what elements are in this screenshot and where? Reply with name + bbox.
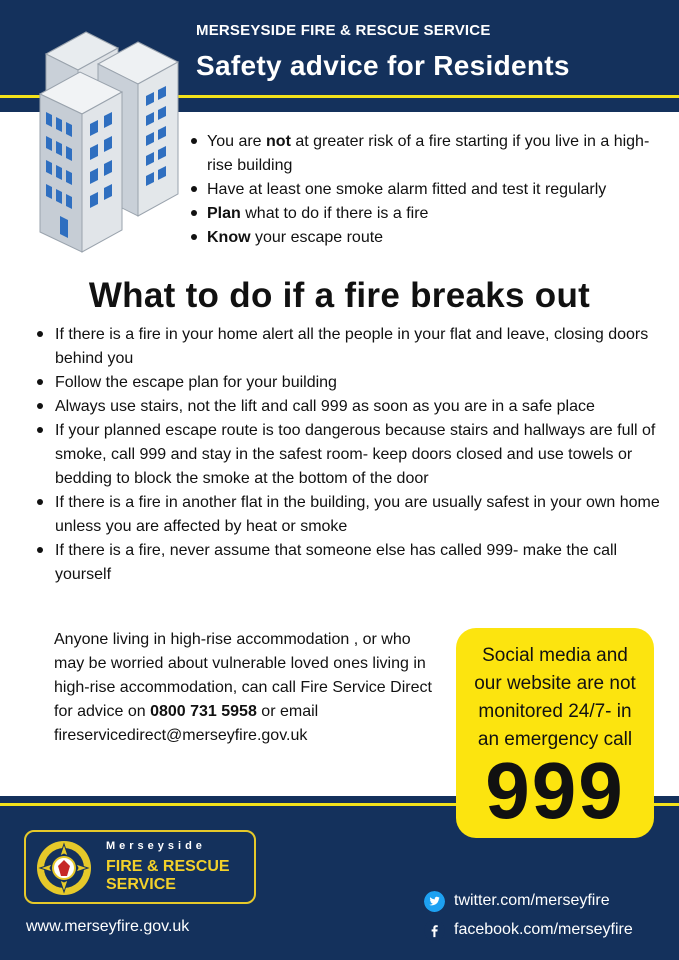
twitter-icon bbox=[424, 891, 445, 912]
bullet-icon bbox=[37, 499, 43, 505]
section-heading: What to do if a fire breaks out bbox=[88, 276, 591, 315]
bullet-icon bbox=[191, 138, 197, 144]
logo-title-line-2: SERVICE bbox=[106, 876, 176, 893]
list-item: Always use stairs, not the lift and call 999 as soon as you are in a safe place bbox=[37, 395, 662, 419]
page-title: Safety advice for Residents bbox=[196, 50, 570, 81]
emergency-number: 999 bbox=[485, 746, 625, 835]
bullet-icon bbox=[37, 547, 43, 553]
facebook-handle: facebook.com/merseyfire bbox=[454, 921, 633, 938]
list-item: If there is a fire, never assume that someone else has called 999- make the call yourself bbox=[37, 539, 662, 587]
advice-paragraph: Anyone living in high-rise accommodation , or who may be worried about vulnerable loved ones living in high-rise accommodation, can call Fire Service Direct for advice on 0800 731 5958 or email fireservicedirect@merseyfire.gov.uk bbox=[54, 631, 432, 744]
list-item: Follow the escape plan for your building bbox=[37, 371, 662, 395]
phone-number[interactable]: 0800 731 5958 bbox=[150, 703, 257, 720]
list-item: If there is a fire in another flat in the building, you are usually safest in your own home unless you are affected by heat or smoke bbox=[37, 491, 662, 539]
fire-service-badge-icon bbox=[32, 836, 96, 900]
high-rise-buildings-icon bbox=[38, 16, 188, 256]
emergency-callout bbox=[456, 628, 654, 838]
list-item: If your planned escape route is too dangerous because stairs and hallways are full of smoke, call 999 and stay in the safest room- keep doors closed and use towels or bedding to block the smoke at the bottom of the door bbox=[37, 419, 662, 491]
bullet-icon bbox=[37, 379, 43, 385]
list-item: Plan what to do if there is a fire bbox=[191, 202, 666, 226]
merseyfire-logo bbox=[24, 830, 256, 904]
list-item: Know your escape route bbox=[191, 226, 666, 250]
logo-title-line-1: FIRE & RESCUE bbox=[106, 858, 230, 875]
bullet-icon bbox=[191, 234, 197, 240]
website-link[interactable]: www.merseyfire.gov.uk bbox=[26, 918, 190, 935]
bullet-icon bbox=[191, 210, 197, 216]
bullet-icon bbox=[37, 427, 43, 433]
list-item: You are not at greater risk of a fire starting if you live in a high-rise building bbox=[191, 130, 666, 178]
facebook-icon bbox=[424, 920, 445, 941]
safety-tips-list bbox=[191, 130, 666, 250]
bullet-icon bbox=[191, 186, 197, 192]
bullet-icon bbox=[37, 331, 43, 337]
footer-stripe bbox=[0, 803, 456, 806]
fire-actions-list bbox=[37, 323, 662, 587]
logo-subtitle: Merseyside bbox=[106, 840, 206, 852]
twitter-handle: twitter.com/merseyfire bbox=[454, 892, 610, 909]
emergency-notice: Social media and our website are not monitored 24/7- in an emergency call bbox=[474, 645, 636, 750]
bullet-icon bbox=[37, 403, 43, 409]
list-item: Have at least one smoke alarm fitted and test it regularly bbox=[191, 178, 666, 202]
list-item: If there is a fire in your home alert all the people in your flat and leave, closing doors behind you bbox=[37, 323, 662, 371]
org-name: MERSEYSIDE FIRE & RESCUE SERVICE bbox=[196, 22, 491, 39]
footer-stripe-right bbox=[654, 803, 679, 806]
